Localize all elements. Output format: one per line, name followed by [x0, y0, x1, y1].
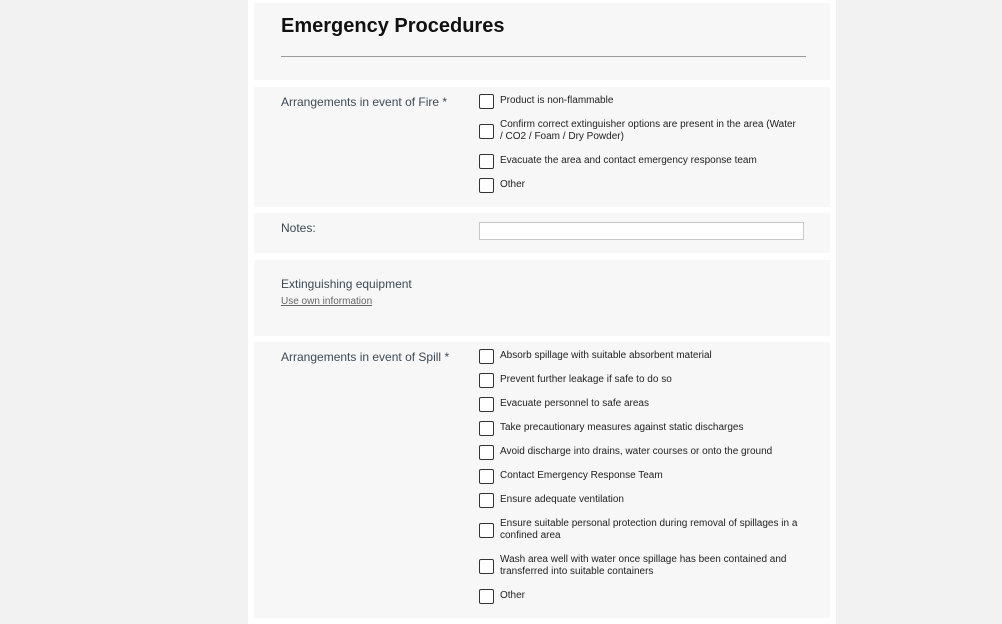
option-label: Absorb spillage with suitable absorbent material: [500, 350, 712, 361]
fire-option-non-flammable[interactable]: [479, 93, 799, 109]
fire-required-mark: *: [442, 95, 448, 109]
checkbox[interactable]: [479, 523, 494, 538]
checkbox[interactable]: [479, 94, 494, 109]
page-title: Emergency Procedures: [281, 15, 505, 37]
fire-option-evacuate[interactable]: [479, 153, 799, 169]
fire-arrangements-panel: [254, 87, 830, 207]
option-label: Take precautionary measures against static discharges: [500, 422, 744, 433]
extinguishing-equipment-panel: [254, 260, 830, 336]
spill-option-personal-protection[interactable]: [479, 516, 799, 544]
notes-label: Notes:: [281, 221, 316, 235]
checkbox[interactable]: [479, 493, 494, 508]
spill-required-mark: *: [444, 350, 450, 364]
fire-options: [479, 93, 799, 201]
fire-arrangements-label: [281, 95, 447, 109]
checkbox[interactable]: [479, 559, 494, 574]
spill-options: [479, 348, 799, 612]
option-label: Wash area well with water once spillage has been contained and transferred into suitable containers: [500, 554, 787, 577]
spill-arrangements-panel: [254, 342, 830, 618]
checkbox[interactable]: [479, 445, 494, 460]
spill-option-static[interactable]: [479, 420, 799, 436]
option-label: Prevent further leakage if safe to do so: [500, 374, 672, 385]
checkbox[interactable]: [479, 397, 494, 412]
fire-option-other[interactable]: [479, 177, 799, 193]
spill-option-wash-area[interactable]: [479, 552, 799, 580]
option-label: Other: [500, 179, 526, 190]
checkbox[interactable]: [479, 469, 494, 484]
option-label: Product is non-flammable: [500, 95, 614, 106]
checkbox[interactable]: [479, 421, 494, 436]
fire-label-text: Arrangements in event of Fire: [281, 95, 440, 109]
checkbox[interactable]: [479, 589, 494, 604]
spill-option-contact-ert[interactable]: [479, 468, 799, 484]
spill-arrangements-label: [281, 350, 449, 364]
notes-panel: [254, 213, 830, 253]
option-label: Avoid discharge into drains, water courses or onto the ground: [500, 446, 773, 457]
spill-option-evacuate[interactable]: [479, 396, 799, 412]
spill-option-ventilation[interactable]: [479, 492, 799, 508]
checkbox[interactable]: [479, 124, 494, 139]
header-panel: [254, 3, 830, 80]
option-label: Evacuate the area and contact emergency response team: [500, 155, 757, 166]
checkbox[interactable]: [479, 154, 494, 169]
option-label: Ensure suitable personal protection during removal of spillages in a confined area: [500, 518, 798, 541]
spill-option-prevent-leakage[interactable]: [479, 372, 799, 388]
title-divider: [281, 56, 806, 57]
checkbox[interactable]: [479, 349, 494, 364]
notes-input[interactable]: [479, 222, 804, 240]
option-label: Evacuate personnel to safe areas: [500, 398, 649, 409]
option-label: Ensure adequate ventilation: [500, 494, 624, 505]
option-label: Confirm correct extinguisher options are present in the area (Water / CO2 / Foam / Dry Powder): [500, 119, 796, 142]
use-own-information-link[interactable]: Use own information: [281, 296, 373, 307]
checkbox[interactable]: [479, 178, 494, 193]
spill-label-text: Arrangements in event of Spill: [281, 350, 442, 364]
option-label: Contact Emergency Response Team: [500, 470, 663, 481]
spill-option-other[interactable]: [479, 588, 799, 604]
form-column: [248, 0, 836, 624]
extinguishing-equipment-label: Extinguishing equipment: [281, 277, 412, 291]
fire-option-extinguisher[interactable]: [479, 117, 799, 145]
option-label: Other: [500, 590, 526, 601]
checkbox[interactable]: [479, 373, 494, 388]
spill-option-avoid-discharge[interactable]: [479, 444, 799, 460]
spill-option-absorb[interactable]: [479, 348, 799, 364]
